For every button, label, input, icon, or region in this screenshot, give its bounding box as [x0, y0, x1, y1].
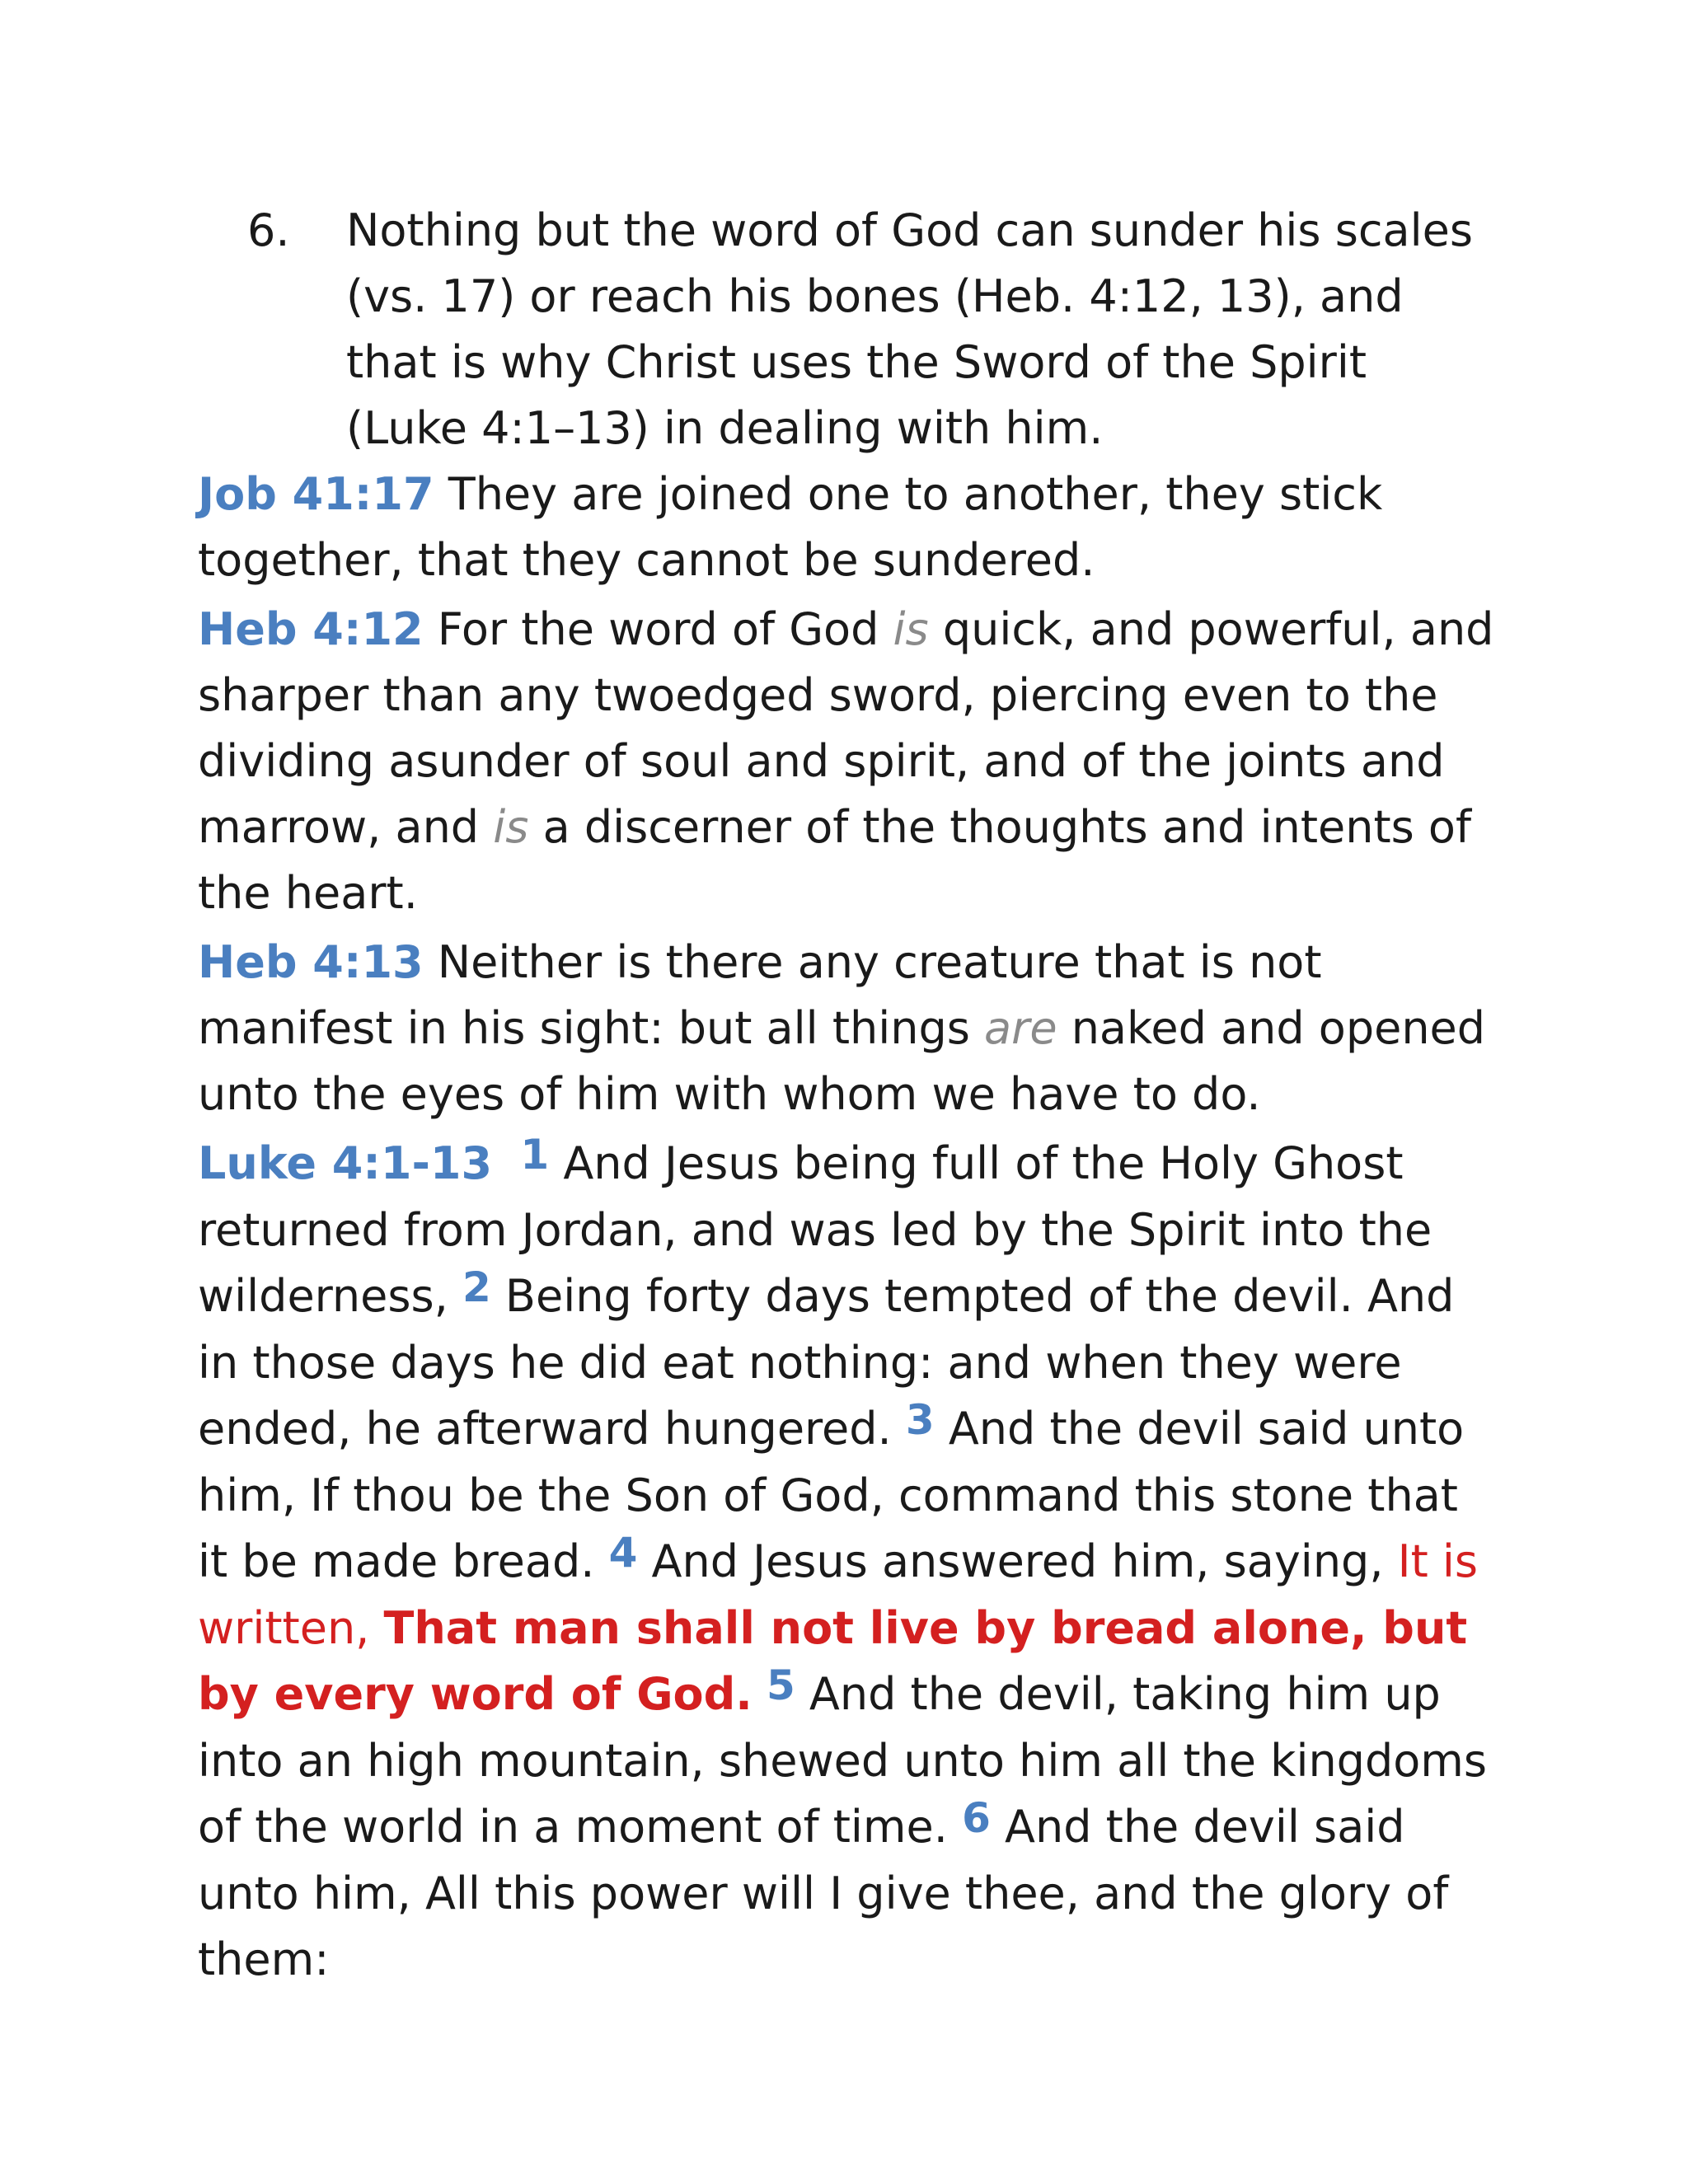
outline-text: Nothing but the word of God can sunder his scales (vs. 17) or reach his bones (Heb. 4:12, 13), and that is why Christ uses the Sword of the Spirit (Luke 4:1–13) in dealing with him.: [346, 204, 1473, 454]
verse-number-6: 6: [962, 1794, 991, 1842]
heb13-italic-1: are: [984, 1002, 1057, 1054]
verse-number-3: 3: [905, 1396, 935, 1444]
reference-luke: Luke 4:1-13: [198, 1137, 493, 1189]
reference-heb-13: Heb 4:13: [198, 936, 424, 988]
heb13-text-1: Neither is there any creature that is not manifest in his sight: but all things: [198, 936, 1322, 1054]
verse-heb-4-13: [198, 930, 1500, 1127]
heb12-text-2: quick, and powerful, and sharper than any twoedged sword, piercing even to the dividing asunder of soul and spirit, and of the joints and marrow, and: [198, 603, 1494, 853]
document-page: [198, 198, 1500, 1996]
luke-text-3: And the devil said unto him, If thou be the Son of God, command this stone that it be made bread.: [198, 1403, 1465, 1587]
job-text: They are joined one to another, they stick together, that they cannot be sundered.: [198, 468, 1383, 586]
passage-luke-4: [198, 1131, 1500, 1993]
luke-text-1: And Jesus being full of the Holy Ghost returned from Jordan, and was led by the Spirit into the wilderness,: [198, 1137, 1432, 1322]
luke-text-6: And the devil said unto him, All this power will I give thee, and the glory of them:: [198, 1801, 1449, 1985]
words-of-christ-quote: That man shall not live by bread alone, but by every word of God.: [198, 1602, 1468, 1720]
verse-number-2: 2: [462, 1263, 491, 1311]
verse-number-4: 4: [608, 1529, 638, 1577]
words-of-christ-intro: It is written,: [198, 1535, 1479, 1654]
reference-heb-12: Heb 4:12: [198, 603, 424, 655]
heb12-italic-1: is: [893, 603, 929, 655]
verse-job-41-17: [198, 462, 1500, 593]
luke-text-5: And the devil, taking him up into an high mountain, shewed unto him all the kingdoms of the world in a moment of time.: [198, 1668, 1487, 1853]
outline-point: [247, 198, 1500, 462]
verse-number-1: 1: [520, 1131, 550, 1179]
luke-text-2: Being forty days tempted of the devil. And in those days he did eat nothing: and when they were ended, he afterward hungered.: [198, 1270, 1455, 1455]
heb13-text-2: naked and opened unto the eyes of him with whom we have to do.: [198, 1002, 1486, 1120]
heb12-italic-2: is: [493, 801, 529, 853]
heb12-text-1: For the word of God: [423, 603, 893, 655]
heb12-text-3: a discerner of the thoughts and intents of the heart.: [198, 801, 1471, 919]
luke-text-4: And Jesus answered him, saying,: [637, 1535, 1398, 1587]
verse-number-5: 5: [766, 1661, 795, 1709]
reference-job: Job 41:17: [198, 468, 434, 520]
verse-heb-4-12: [198, 597, 1500, 926]
outline-number: 6.: [247, 204, 290, 256]
